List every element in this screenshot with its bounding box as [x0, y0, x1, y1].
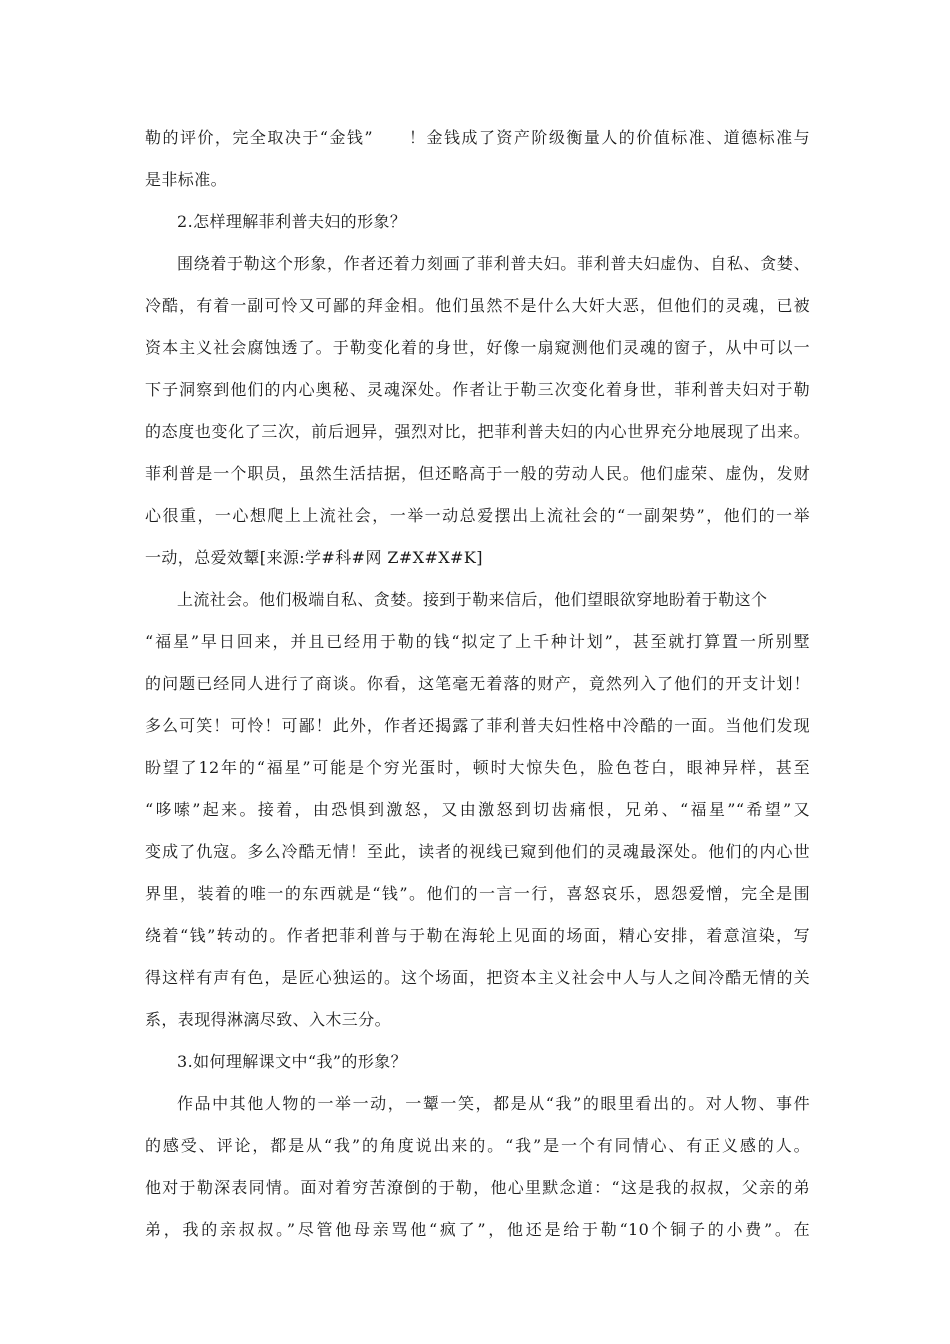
text-line: 绕着“钱”转动的。作者把菲利普与于勒在海轮上见面的场面，精心安排，着意渲染，写	[145, 926, 810, 945]
text-line: 资本主义社会腐蚀透了。于勒变化着的身世，好像一扇窥测他们灵魂的窗子，从中可以一	[145, 338, 810, 357]
text-line: 变成了仇寇。多么冷酷无情！至此，读者的视线已窥到他们的灵魂最深处。他们的内心世	[145, 842, 810, 861]
text-line: 得这样有声有色，是匠心独运的。这个场面，把资本主义社会中人与人之间冷酷无情的关	[145, 968, 810, 987]
text-line: 的问题已经同人进行了商谈。你看，这笔毫无着落的财产，竟然列入了他们的开支计划！	[145, 674, 810, 693]
text-line: 作品中其他人物的一举一动，一颦一笑，都是从“我”的眼里看出的。对人物、事件	[177, 1094, 810, 1113]
text-line: 冷酷，有着一副可怜又可鄙的拜金相。他们虽然不是什么大奸大恶，但他们的灵魂，已被	[145, 296, 810, 315]
text-line: “福星”早日回来，并且已经用于勒的钱“拟定了上千种计划”，甚至就打算置一所别墅	[145, 632, 810, 651]
text-line: 一动，总爱效颦[来源:学#科#网 Z#X#X#K]	[145, 548, 483, 567]
section-heading: 3.如何理解课文中“我”的形象？	[177, 1052, 408, 1071]
text-line: 界里，装着的唯一的东西就是“钱”。他们的一言一行，喜怒哀乐，恩怨爱憎，完全是围	[145, 884, 810, 903]
text-line: 弟，我的亲叔叔。”尽管他母亲骂他“疯了”，他还是给于勒“10个铜子的小费”。在	[145, 1220, 810, 1239]
text-line: 多么可笑！可怜！可鄙！此外，作者还揭露了菲利普夫妇性格中冷酷的一面。当他们发现	[145, 716, 810, 735]
text-line: “哆嗦”起来。接着，由恐惧到激怒，又由激怒到切齿痛恨，兄弟、“福星”“希望”又	[145, 800, 810, 819]
text-line: 是非标准。	[145, 170, 228, 189]
text-line: 盼望了12年的“福星”可能是个穷光蛋时，顿时大惊失色，脸色苍白，眼神异样，甚至	[145, 758, 810, 777]
text-line: 下子洞察到他们的内心奥秘、灵魂深处。作者让于勒三次变化着身世，菲利普夫妇对于勒	[145, 380, 810, 399]
text-line: 的感受、评论，都是从“我”的角度说出来的。“我”是一个有同情心、有正义感的人。	[145, 1136, 810, 1155]
text-line: 菲利普是一个职员，虽然生活拮据，但还略高于一般的劳动人民。他们虚荣、虚伪，发财	[145, 464, 810, 483]
text-line: 他对于勒深表同情。面对着穷苦潦倒的于勒，他心里默念道：“这是我的叔叔，父亲的弟	[145, 1178, 810, 1197]
section-heading: 2.怎样理解菲利普夫妇的形象？	[177, 212, 407, 231]
text-line: 上流社会。他们极端自私、贪婪。接到于勒来信后，他们望眼欲穿地盼着于勒这个	[177, 590, 768, 609]
text-line: 心很重，一心想爬上上流社会，一举一动总爱摆出上流社会的“一副架势”，他们的一举	[145, 506, 810, 525]
text-line: 系，表现得淋漓尽致、入木三分。	[145, 1010, 392, 1029]
text-line: 的态度也变化了三次，前后迥异，强烈对比，把菲利普夫妇的内心世界充分地展现了出来。	[145, 422, 810, 441]
text-line: 围绕着于勒这个形象，作者还着力刻画了菲利普夫妇。菲利普夫妇虚伪、自私、贪婪、	[177, 254, 810, 273]
text-line: 勒的评价，完全取决于“金钱” ！金钱成了资产阶级衡量人的价值标准、道德标准与	[145, 128, 810, 147]
